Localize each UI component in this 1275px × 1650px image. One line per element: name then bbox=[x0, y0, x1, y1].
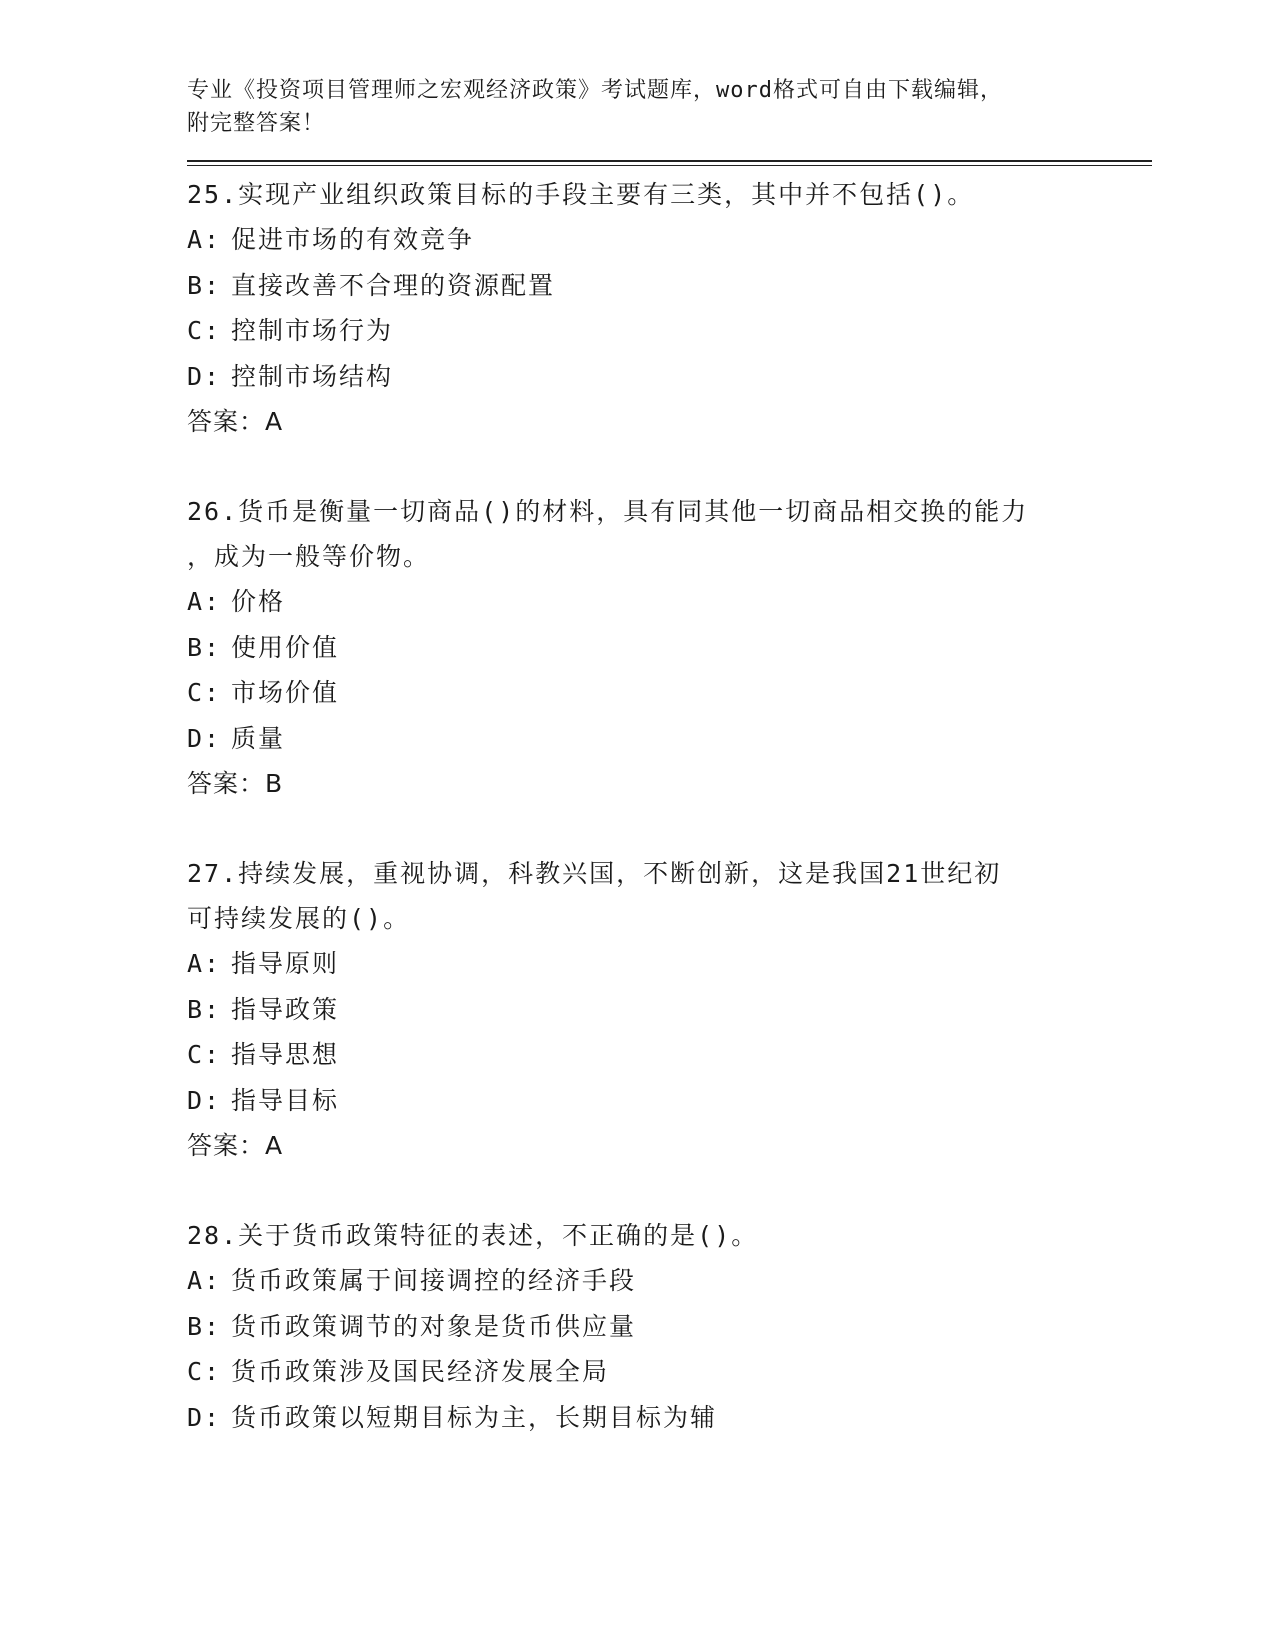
question-26 bbox=[187, 489, 1152, 806]
option-b bbox=[187, 1304, 1152, 1350]
answer-line: 答案：B bbox=[187, 769, 284, 798]
option-c bbox=[187, 308, 1152, 354]
option-a bbox=[187, 1258, 1152, 1304]
option-d bbox=[187, 1078, 1152, 1124]
option-text: 控制市场行为 bbox=[231, 316, 394, 345]
question-spacer bbox=[187, 806, 1152, 851]
option-key: B: bbox=[187, 1311, 222, 1341]
option-a bbox=[187, 579, 1152, 625]
option-c bbox=[187, 1349, 1152, 1395]
option-key: B: bbox=[187, 632, 222, 662]
stem-line: 26.货币是衡量一切商品()的材料，具有同其他一切商品相交换的能力 bbox=[187, 497, 1029, 526]
option-key: A: bbox=[187, 587, 222, 616]
header-note bbox=[187, 74, 1152, 140]
option-text: 直接改善不合理的资源配置 bbox=[231, 270, 556, 300]
option-key: B: bbox=[187, 994, 222, 1024]
option-text: 货币政策属于间接调控的经济手段 bbox=[231, 1266, 637, 1295]
option-d bbox=[187, 354, 1152, 400]
option-list bbox=[187, 579, 1152, 761]
option-key: C: bbox=[187, 1357, 222, 1386]
option-key: D: bbox=[187, 361, 222, 391]
question-stem bbox=[187, 489, 1152, 579]
option-text: 控制市场结构 bbox=[231, 361, 394, 391]
stem-line: 25.实现产业组织政策目标的手段主要有三类，其中并不包括()。 bbox=[187, 180, 975, 209]
option-key: B: bbox=[187, 270, 222, 300]
stem-line: 27.持续发展，重视协调，科教兴国，不断创新，这是我国21世纪初 bbox=[187, 859, 1002, 888]
question-stem bbox=[187, 851, 1152, 941]
option-key: D: bbox=[187, 723, 222, 753]
option-key: C: bbox=[187, 1040, 222, 1069]
answer-line: 答案：A bbox=[187, 1131, 284, 1160]
option-text: 货币政策涉及国民经济发展全局 bbox=[231, 1357, 610, 1386]
option-list bbox=[187, 217, 1152, 399]
stem-line: 28.关于货币政策特征的表述，不正确的是()。 bbox=[187, 1221, 759, 1250]
option-c bbox=[187, 670, 1152, 716]
option-b bbox=[187, 987, 1152, 1033]
option-text: 货币政策以短期目标为主，长期目标为辅 bbox=[231, 1402, 718, 1432]
option-text: 质量 bbox=[231, 723, 286, 753]
option-key: D: bbox=[187, 1402, 222, 1432]
option-c bbox=[187, 1032, 1152, 1078]
option-key: C: bbox=[187, 316, 222, 345]
option-text: 价格 bbox=[231, 587, 286, 616]
header-note-line: 专业《投资项目管理师之宏观经济政策》考试题库，word格式可自由下载编辑， bbox=[187, 78, 1003, 103]
document-page bbox=[187, 74, 1152, 1440]
question-28 bbox=[187, 1213, 1152, 1440]
header-note-line: 附完整答案！ bbox=[187, 111, 326, 136]
option-key: A: bbox=[187, 1266, 222, 1295]
option-text: 市场价值 bbox=[231, 678, 340, 707]
option-key: A: bbox=[187, 949, 222, 978]
option-d bbox=[187, 716, 1152, 762]
question-spacer bbox=[187, 1168, 1152, 1213]
option-key: C: bbox=[187, 678, 222, 707]
option-text: 货币政策调节的对象是货币供应量 bbox=[231, 1311, 637, 1341]
option-a bbox=[187, 217, 1152, 263]
option-d bbox=[187, 1395, 1152, 1441]
answer-line: 答案：A bbox=[187, 407, 284, 436]
option-key: A: bbox=[187, 225, 222, 254]
question-stem bbox=[187, 1213, 1152, 1258]
option-list bbox=[187, 941, 1152, 1123]
option-text: 使用价值 bbox=[231, 632, 340, 662]
question-27 bbox=[187, 851, 1152, 1168]
option-b bbox=[187, 625, 1152, 671]
stem-line: 可持续发展的()。 bbox=[187, 904, 411, 933]
option-text: 指导目标 bbox=[231, 1085, 340, 1115]
option-b bbox=[187, 263, 1152, 309]
option-a bbox=[187, 941, 1152, 987]
header-divider bbox=[187, 160, 1152, 166]
option-text: 指导政策 bbox=[231, 994, 340, 1024]
option-list bbox=[187, 1258, 1152, 1440]
option-text: 促进市场的有效竞争 bbox=[231, 225, 475, 254]
option-text: 指导原则 bbox=[231, 949, 340, 978]
stem-line: ，成为一般等价物。 bbox=[187, 542, 431, 571]
question-spacer bbox=[187, 444, 1152, 489]
option-text: 指导思想 bbox=[231, 1040, 340, 1069]
question-25 bbox=[187, 172, 1152, 444]
question-stem bbox=[187, 172, 1152, 217]
option-key: D: bbox=[187, 1085, 222, 1115]
